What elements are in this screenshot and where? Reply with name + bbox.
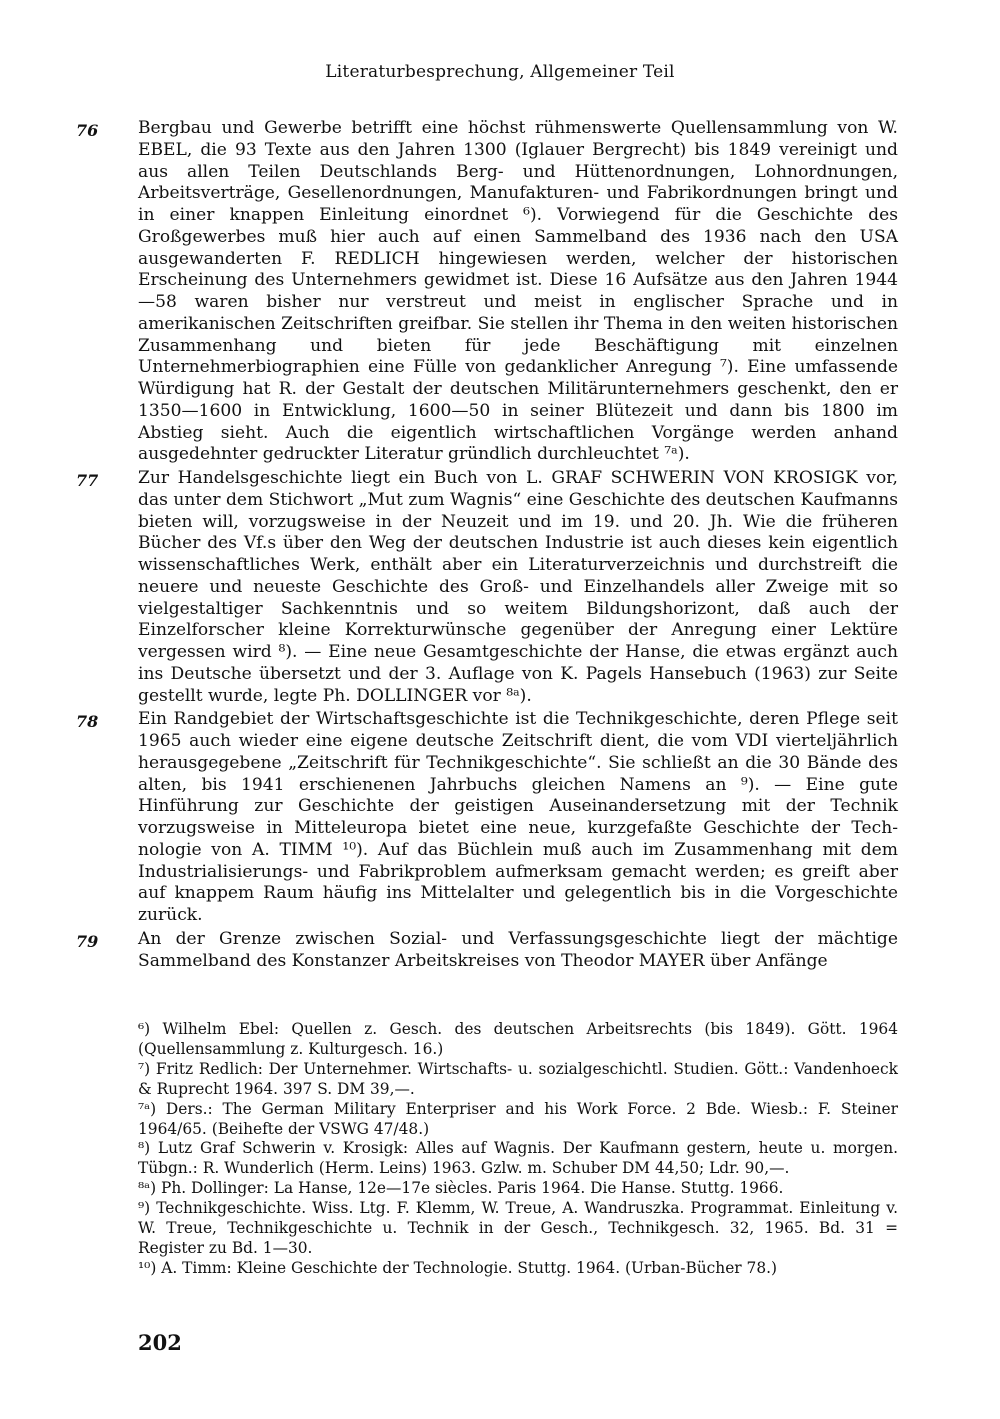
paragraph-number: 76 [76,121,99,140]
footnotes [138,1020,898,1279]
paragraph-number: 78 [76,712,99,732]
paragraph-text: Zur Handelsgeschichte liegt ein Buch von L. GRAF SCHWERIN VON KROSIGK vor, das unter dem Stichwort „Mut zum Wagnis“ eine Geschichte des deutschen Kaufmanns bieten will, vorzugsweise in der Neuzeit und im 19. und 20. Jh. Wie die früheren Bücher des Vf.s über den Weg der deutschen Industrie ist auch dieses kein eigentlich wissenschaftliches Werk, enthält aber ein Literaturverzeichnis und durchstreift die neuere und neueste Geschichte des Groß- und Einzelhandels aller Zweige mit so vielgestaltiger Sachkenntnis und so weitem Bildungshorizont, daß auch der Einzelforscher kleine Korrekturwünsche gegenüber der Anregung einer Lektüre vergessen wird ⁸). — Eine neue Gesamtgeschichte der Hanse, die etwas ergänzt auch ins Deutsche übersetzt und der 3. Auflage von K. Pagels Hansebuch (1963) zur Seite gestellt wurde, legte Ph. DOLLINGER vor ⁸ᵃ). [138,468,898,706]
footnote-8: ⁸) Lutz Graf Schwerin v. Krosigk: Alles auf Wagnis. Der Kaufmann gestern, heute u. morgen. Tübgn.: R. Wunderlich (Herm. Leins) 1963. Gzlw. m. Schuber DM 44,50; Ldr. 90,—. [138,1139,898,1178]
paragraph-text: Ein Randgebiet der Wirtschaftsgeschichte ist die Technikgeschichte, deren Pflege seit 1965 auch wieder eine eigene deutsche Zeitschrift dient, die vom VDI vierteljährlich herausgegebene „Zeitschrift für Technikgeschichte“. Sie schließt an die 30 Bände des alten, bis 1941 erschienenen Jahrbuchs gleichen Namens an ⁹). — Eine gute Hinführung zur Geschichte der geistigen Auseinandersetzung mit der Technik vorzugsweise in Mitteleuropa bietet eine neue, kurzgefaßte Geschichte der Technologie von A. TIMM ¹⁰). Auf das Büchlein muß auch im Zusammenhang mit dem Industrialisierungs- und Fabrikproblem aufmerksam gemacht werden; es greift aber auf knappem Raum häufig ins Mittelalter und gelegentlich bis in die Vorgeschichte zurück. [138,709,898,925]
footnote-9: ⁹) Technikgeschichte. Wiss. Ltg. F. Klemm, W. Treue, A. Wandruszka. Programmat. Einleitung v. W. Treue, Technikgeschichte u. Technik in der Gesch., Technikgesch. 32, 1965. Bd. 31 = Register zu Bd. 1—30. [138,1199,898,1257]
footnote-7a: ⁷ᵃ) Ders.: The German Military Enterpriser and his Work Force. 2 Bde. Wiesb.: F. Steiner 1964/65. (Beihefte der VSWG 47/48.) [138,1099,898,1138]
paragraph-number: 79 [76,931,99,951]
main-text [76,118,898,974]
running-header: Literaturbesprechung, Allgemeiner Teil [325,62,675,82]
page-number: 202 [138,1330,182,1355]
paragraph-79 [76,928,898,973]
paragraph-number: 77 [76,471,99,490]
paragraph-text: Bergbau und Gewerbe betrifft eine höchst rühmenswerte Quellensammlung von W. EBEL, die 93 Texte aus den Jahren 1300 (Iglauer Bergrecht) bis 1849 vereinigt und aus allen Teilen Deutschlands Berg- und Hüttenordnungen, Lohnordnungen, Arbeitsverträge, Gesellenordnungen, Manufakturen- und Fabrikordnungen bringt und in einer knappen Einleitung einordnet ⁶). Vorwiegend für die Geschichte des Großgewerbes muß hier auch auf einen Sammelband des 1936 nach den USA ausgewanderten F. REDLICH hingewiesen werden, welcher der historischen Erscheinung des Unternehmers gewidmet ist. Diese 16 Aufsätze aus den Jahren 1944—58 waren bisher nur verstreut und meist in englischer Sprache und in amerikanischen Zeitschriften greifbar. Sie stellen ihr Thema in den weiten historischen Zusammenhang und bieten für jede Beschäftigung mit einzelnen Unternehmerbiographien eine Fülle von gedanklicher Anregung ⁷). Eine umfassende Würdigung hat R. der Gestalt der deutschen Militärunternehmers geschenkt, den er 1350—1600 in Entwicklung, 1600—50 in seiner Blütezeit und dann bis 1800 im Abstieg sieht. Auch die eigentlich wirtschaftlichen Vorgänge werden anhand ausgedehnter gedruckter Literatur gründlich durchleuchtet ⁷ᵃ). [138,118,898,465]
paragraph-text: An der Grenze zwischen Sozial- und Verfassungsgeschichte liegt der mächtige Sammelband des Konstanzer Arbeitskreises von Theodor MAYER über Anfänge [138,928,898,971]
footnote-10: ¹⁰) A. Timm: Kleine Geschichte der Technologie. Stuttg. 1964. (Urban-Bücher 78.) [138,1258,778,1277]
footnote-8a: ⁸ᵃ) Ph. Dollinger: La Hanse, 12e—17e siècles. Paris 1964. Die Hanse. Stuttg. 1966. [138,1179,784,1198]
footnote-7: ⁷) Fritz Redlich: Der Unternehmer. Wirtschafts- u. sozialgeschichtl. Studien. Gött.: Vandenhoeck & Ruprecht 1964. 397 S. DM 39,—. [138,1059,898,1098]
paragraph-76 [76,118,898,466]
paragraph-77 [76,468,898,707]
footnote-6: ⁶) Wilhelm Ebel: Quellen z. Gesch. des deutschen Arbeitsrechts (bis 1849). Gött. 1964 (Quellensammlung z. Kulturgesch. 16.) [138,1020,898,1058]
paragraph-78 [76,709,898,927]
